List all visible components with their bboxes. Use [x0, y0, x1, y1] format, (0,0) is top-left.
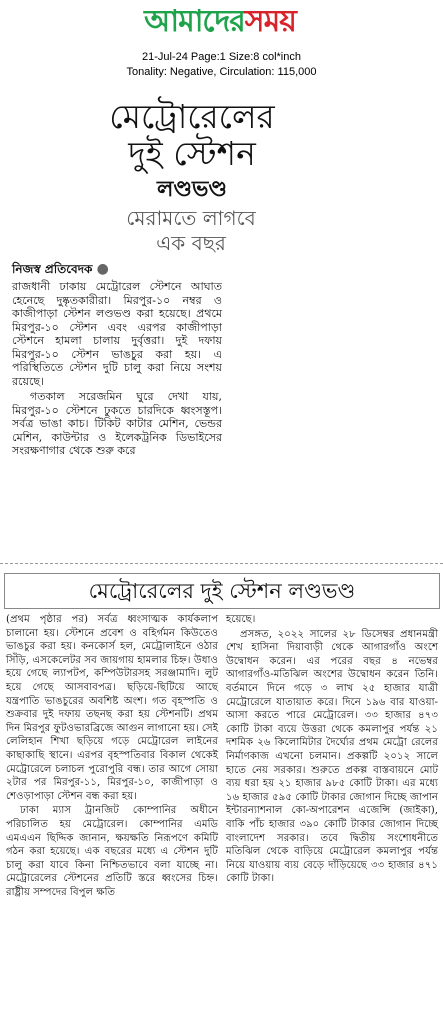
clipping-meta-tonality: Tonality: Negative, Circulation: 115,000: [126, 66, 317, 78]
clipping-divider: [0, 563, 443, 571]
logo-part-red: সময়: [244, 4, 296, 39]
article-paragraph: (প্রথম পৃষ্ঠার পর) সর্বত্র ধ্বংসাত্মক কার্যকলাপ চালানো হয়। স্টেশনে প্রবেশ ও বহির্গমন কিউতেও ভাঙচুর করা হয়। কনকোর্স হল, মেট্রোলাইনে ওঠার সিঁড়ি, এসকেলেটর সব জায়গায় হামলার চিহ্ন। উধাও হয়ে গেছে ল্যাপটপ, কম্পিউটারসহ সরঞ্জামাদি। লুট হয়ে গেছে আসবাবপত্র। ছড়িয়ে-ছিটিয়ে আছে যন্ত্রপাতি ভাঙচুরের অবশিষ্ট অংশ। গত বৃহস্পতি ও শুক্রবার দুই দফায় তছনছ করা হয় স্টেশনটি। প্রথম দিন মিরপুর ফুটওভারব্রিজে আগুন লাগানো হয়। সেই লেলিহান শিখা ছড়িয়ে গড়ে মেট্রোরেল লাইনের কাছাকাছি স্থানে। এরপর বৃহস্পতিবার বিকাল থেকেই মেট্রোরেলে চলাচল পুরোপুরি বন্ধ। তার আগে সোয়া ২টার পর মিরপুর-১১, মিরপুর-১০, কাজীপাড়া ও শেওড়াপাড়া স্টেশন বন্ধ করা হয়।: [6, 614, 218, 802]
article-paragraph: হয়েছে।: [226, 614, 256, 625]
logo-part-green: আমাদের: [144, 4, 245, 39]
byline: [12, 261, 109, 281]
article-paragraph: ঢাকা ম্যাস ট্রানজিট কোম্পানির অধীনে পরিচালিত হয় মেট্রোরেল। কোম্পানির এমডি এমএএন ছিদ্দিক জানান, ক্ষয়ক্ষতি নিরূপণে কমিটি গঠন করা হয়েছে। এক বছরের মধ্যে এ স্টেশন দুটি চালু করা যাবে কিনা নিশ্চিতভাবে বলা যাচ্ছে না। মেট্রোরেলের স্টেশনের প্রতিটি স্তরে ধ্বংসের চিহ্ন। রাষ্ট্রীয় সম্পদের বিপুল ক্ষতি: [6, 805, 218, 898]
front-page-clipping: [6, 88, 434, 560]
headline-line-3: লণ্ডভণ্ড: [156, 176, 228, 202]
subhead-line-1: মেরামতে লাগবে: [126, 206, 256, 230]
continuation-column-right: [226, 613, 438, 886]
article-paragraph: রাজধানী ঢাকায় মেট্রোরেল স্টেশনে আঘাত হেনেছে দুষ্কৃতকারীরা। মিরপুর-১০ নম্বর ও কাজীপাড়া স্টেশন লণ্ডভণ্ড করা হয়েছে। প্রথমে মিরপুর-১০ স্টেশন এবং এরপর কাজীপাড়া স্টেশনে হামলা চালায় দুর্বৃত্তরা। দুই দফায় মিরপুর-১০ স্টেশন ভাঙচুর করা হয়। এ পরিস্থিতিতে স্টেশন দুটি চালু করা নিয়ে সংশয় রয়েছে।: [12, 280, 222, 388]
clipping-meta-date: 21-Jul-24 Page:1 Size:8 col*inch: [142, 51, 301, 63]
headline-line-2: দুই স্টেশন: [128, 134, 256, 173]
newspaper-masthead: [0, 0, 443, 44]
byline-text: নিজস্ব প্রতিবেদক: [12, 262, 93, 276]
article-paragraph: গতকাল সরেজমিন ঘুরে দেখা যায়, মিরপুর-১০ স্টেশনে ঢুকতে চারদিকে ধ্বংসস্তূপ। সর্বত্র ভাঙা কাচ। টিকিট কাটার মেশিন, ভেন্ডর মেশিন, কাউন্টার ও ইলেকট্রনিক ডিভাইসের সংরক্ষণাগার থেকে শুরু করে: [12, 390, 222, 457]
continuation-column-left: [6, 613, 218, 899]
sub-headline: [66, 206, 316, 256]
front-article-body: [12, 280, 222, 458]
continuation-headline: মেট্রোরেলের দুই স্টেশন লণ্ডভণ্ড: [4, 573, 440, 609]
article-paragraph: প্রসঙ্গত, ২০২২ সালের ২৮ ডিসেম্বর প্রধানমন্ত্রী শেখ হাসিনা দিয়াবাড়ী থেকে আগারগাঁও অংশে উদ্বোধন করেন। এর পরের বছর ৪ নভেম্বর আগারগাঁও-মতিঝিল অংশের উদ্বোধন করেন তিনি। বর্তমানে দিনে গড়ে ৩ লাখ ২৫ হাজার যাত্রী মেট্রোরেলে যাতায়াত করে। দিনে ১৯৬ বার যাওয়া-আসা করতে পারে মেট্রোরেল। ৩৩ হাজার ৪৭৩ কোটি টাকা ব্যয়ে উত্তরা থেকে কমলাপুর পর্যন্ত ২১ দশমিক ২৬ কিলোমিটার দৈর্ঘ্যের প্রথম মেট্রো রেলের নির্মাণকাজ এখনো চলমান। প্রকল্পটি ২০১২ সালে হাতে নেয় সরকার। শুরুতে প্রকল্প বাস্তবায়নে মোট ব্যয় ধরা হয় ২১ হাজার ৯৮৫ কোটি টাকা। এর মধ্যে ১৬ হাজার ৫৯৫ কোটি টাকার জোগান দিচ্ছে জাপান ইন্টারন্যাশনাল কো-অপারেশন এজেন্সি (জাইকা), বাকি পাঁচ হাজার ৩৯০ কোটি টাকার জোগান দিচ্ছে বাংলাদেশ সরকার। তবে দ্বিতীয় সংশোধনীতে মতিঝিল থেকে বাড়িয়ে মেট্রোরেল কমলাপুর পর্যন্ত নিয়ে যাওয়ায় ব্যয় বেড়ে দাঁড়িয়েছে ৩৩ হাজার ৪৭১ কোটি টাকা।: [226, 628, 438, 885]
continuation-clipping: [4, 573, 440, 1017]
bullet-icon: ●: [96, 261, 109, 277]
subhead-line-2: এক বছর: [156, 231, 226, 255]
headline-line-1: মেট্রোরেলের: [109, 97, 275, 136]
newspaper-logo: [70, 0, 370, 44]
main-headline: [42, 98, 342, 206]
